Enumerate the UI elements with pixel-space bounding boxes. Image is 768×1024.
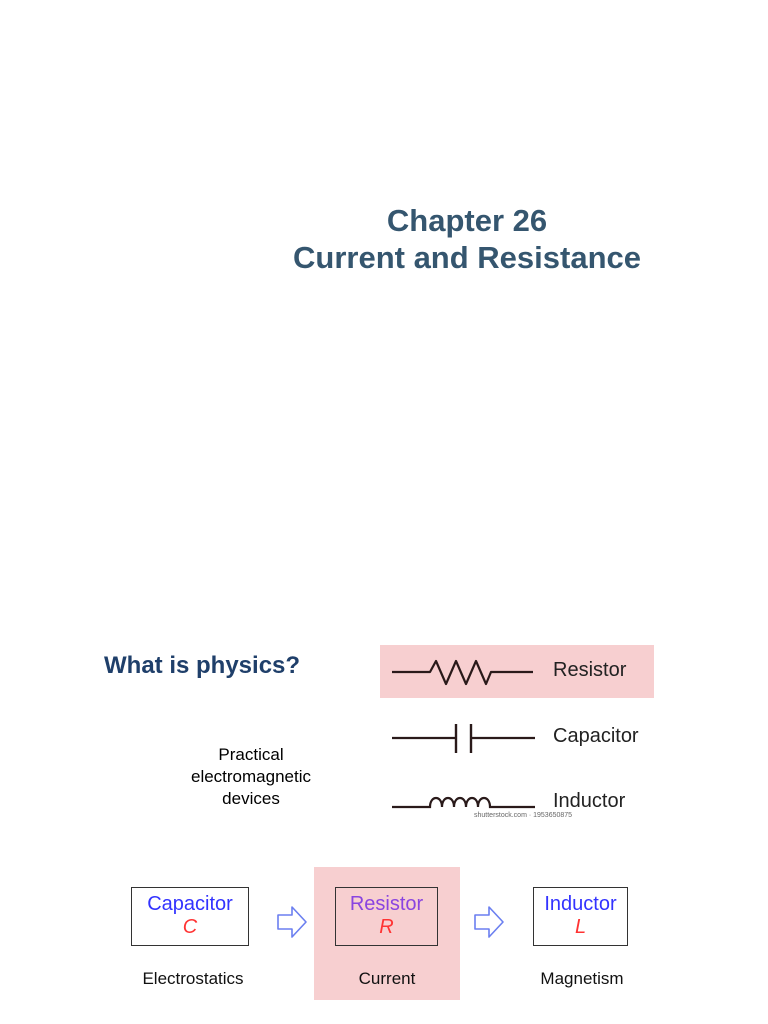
capacitor-label: Capacitor xyxy=(553,725,639,747)
capacitor-symbol-row xyxy=(380,711,654,764)
resistor-box xyxy=(335,887,438,946)
inductor-symbol-row xyxy=(380,776,654,829)
inductor-box-symbol: L xyxy=(574,916,587,938)
current-caption: Current xyxy=(358,969,416,988)
inductor-box xyxy=(533,887,628,946)
question-heading: What is physics? xyxy=(104,652,301,679)
chapter-number: Chapter 26 xyxy=(386,203,548,238)
capacitor-box xyxy=(131,887,249,946)
inductor-label: Inductor xyxy=(553,790,626,812)
right-arrow-icon xyxy=(276,905,308,939)
resistor-symbol-row xyxy=(380,645,654,698)
inductor-symbol-icon xyxy=(380,776,550,829)
right-arrow-icon xyxy=(473,905,505,939)
practical-devices-note: Practical electromagnetic devices xyxy=(190,745,311,808)
capacitor-box-name: Capacitor xyxy=(147,893,233,915)
resistor-label: Resistor xyxy=(553,659,627,681)
magnetism-caption: Magnetism xyxy=(540,969,624,988)
image-watermark: shutterstock.com · 1953650875 xyxy=(474,812,573,819)
resistor-symbol-icon xyxy=(380,645,550,698)
resistor-box-symbol: R xyxy=(379,916,394,938)
capacitor-symbol-icon xyxy=(380,711,550,764)
electrostatics-caption: Electrostatics xyxy=(142,969,244,988)
capacitor-box-symbol: C xyxy=(182,916,198,938)
inductor-box-name: Inductor xyxy=(544,893,617,915)
chapter-title: Current and Resistance xyxy=(293,240,641,275)
resistor-box-name: Resistor xyxy=(349,893,424,915)
